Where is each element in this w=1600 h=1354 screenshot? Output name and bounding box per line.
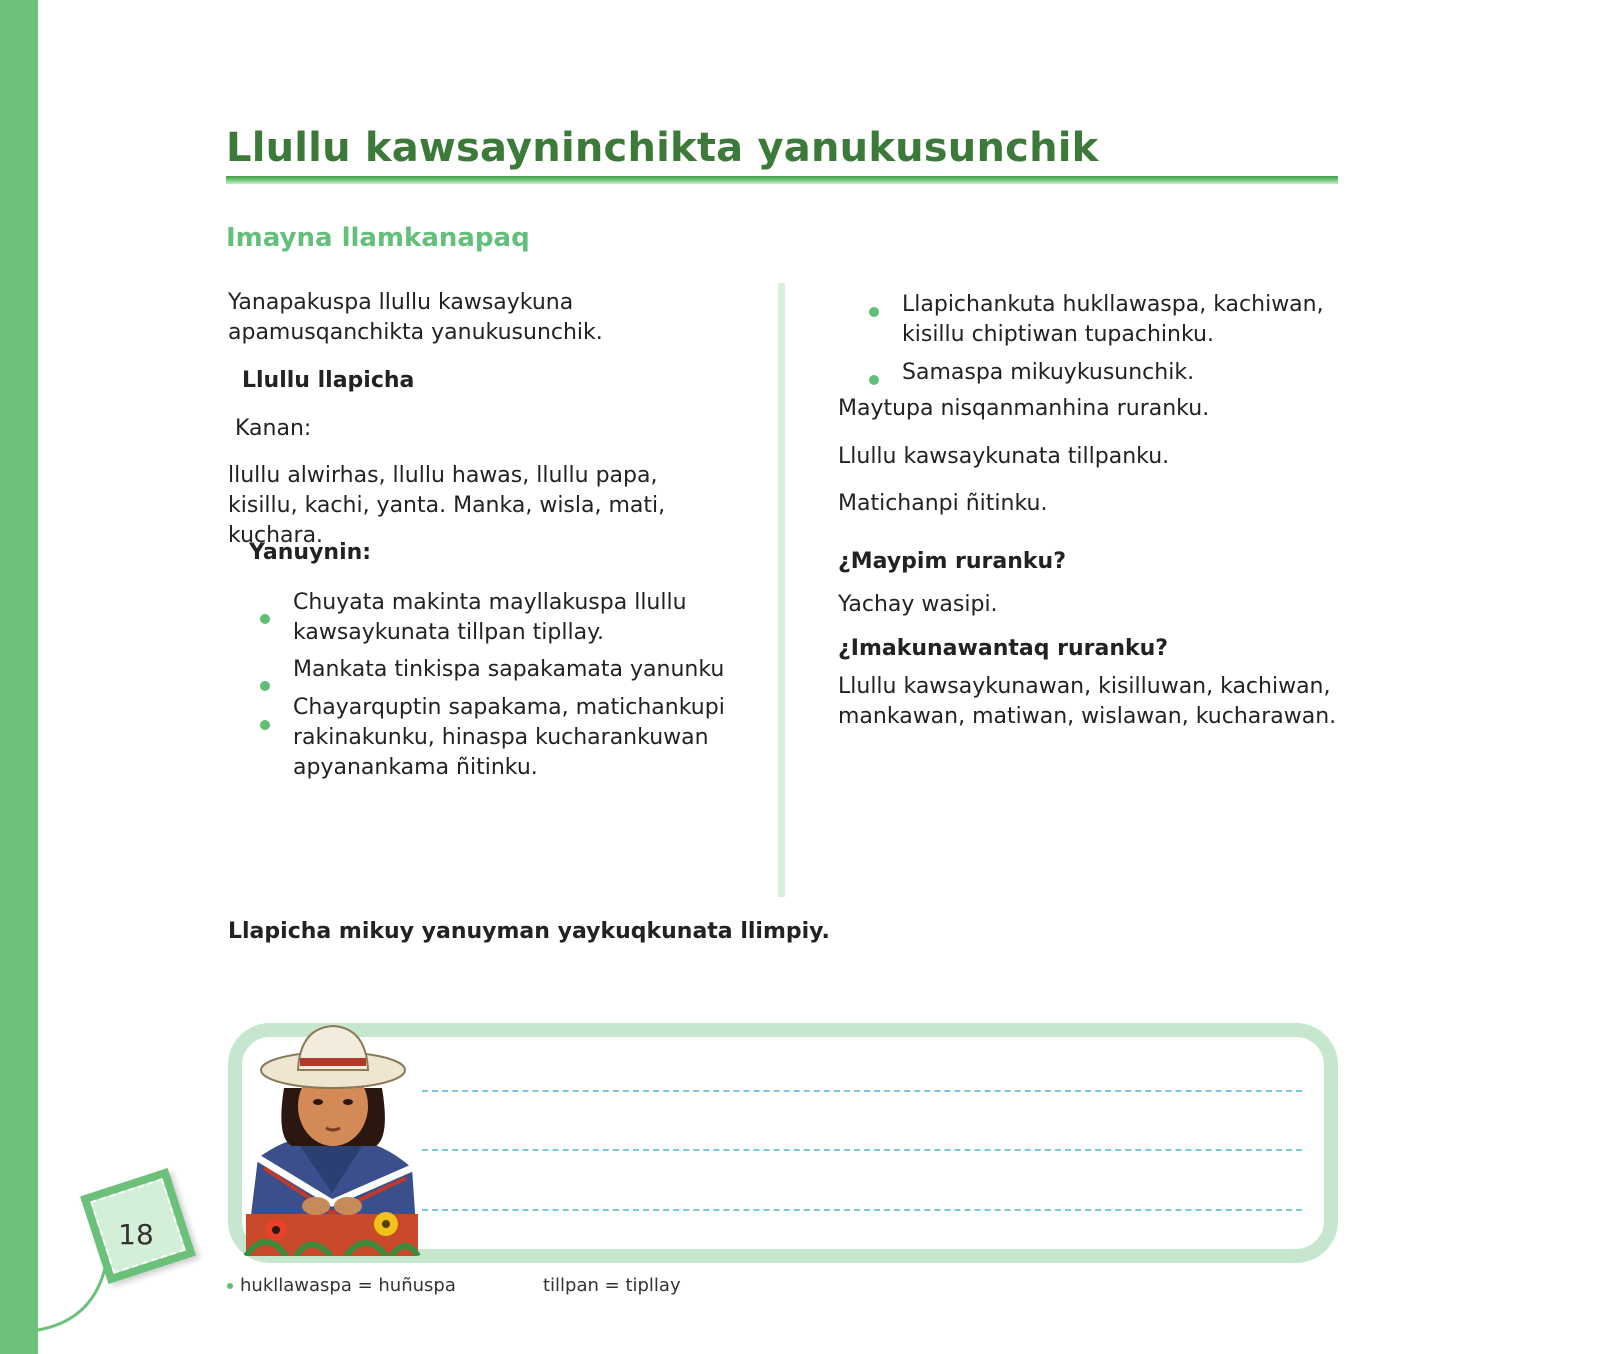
writing-line[interactable] bbox=[422, 1090, 1302, 1092]
step-item: Mankata tinkispa sapakamata yanunku bbox=[293, 657, 725, 682]
page-number: 18 bbox=[118, 1218, 154, 1251]
bullet-icon bbox=[260, 720, 270, 730]
kanan-label: Kanan: bbox=[235, 416, 312, 441]
bullet-icon bbox=[260, 681, 270, 691]
section-subtitle: Imayna llamkanapaq bbox=[226, 223, 530, 253]
step-item: Samaspa mikuykusunchik. bbox=[902, 360, 1195, 385]
right-line: Maytupa nisqanmanhina ruranku. bbox=[838, 396, 1210, 421]
writing-line[interactable] bbox=[422, 1209, 1302, 1211]
bullet-icon bbox=[869, 307, 879, 317]
step-item: Chayarquptin sapakama, matichankupi rakinakunku, hinaspa kucharankuwan apyanankama ñitinku. bbox=[293, 695, 725, 780]
question-where: ¿Maypim ruranku? bbox=[838, 549, 1066, 574]
yanuynin-label: Yanuynin: bbox=[249, 540, 372, 565]
bullet-icon bbox=[869, 375, 879, 385]
column-divider bbox=[778, 283, 785, 897]
right-line: Matichanpi ñitinku. bbox=[838, 491, 1048, 516]
right-line: Llullu kawsaykunata tillpanku. bbox=[838, 444, 1170, 469]
writing-line[interactable] bbox=[422, 1149, 1302, 1151]
step-item: Llapichankuta hukllawaspa, kachiwan, kisillu chiptiwan tupachinku. bbox=[902, 292, 1324, 347]
exercise-instruction: Llapicha mikuy yanuyman yaykuqkunata llimpiy. bbox=[228, 919, 830, 944]
recipe-heading: Llullu llapicha bbox=[242, 368, 415, 393]
bullet-icon bbox=[260, 614, 270, 624]
question-what: ¿Imakunawantaq ruranku? bbox=[838, 636, 1169, 661]
girl-illustration bbox=[236, 1018, 426, 1256]
page-title: Llullu kawsayninchikta yanukusunchik bbox=[226, 125, 1099, 171]
ingredients-paragraph: llullu alwirhas, llullu hawas, llullu papa, kisillu, kachi, yanta. Manka, wisla, mati, kuchara. bbox=[228, 463, 666, 548]
left-margin-band bbox=[0, 0, 38, 1354]
glossary-entry: tillpan = tipllay bbox=[543, 1275, 681, 1296]
intro-paragraph: Yanapakuspa llullu kawsaykuna apamusqanchikta yanukusunchik. bbox=[228, 290, 603, 345]
bullet-icon bbox=[227, 1283, 233, 1289]
title-underline bbox=[226, 176, 1338, 184]
answer-what: Llullu kawsaykunawan, kisilluwan, kachiwan, mankawan, matiwan, wislawan, kucharawan. bbox=[838, 674, 1337, 729]
answer-where: Yachay wasipi. bbox=[838, 592, 998, 617]
step-item: Chuyata makinta mayllakuspa llullu kawsaykunata tillpan tipllay. bbox=[293, 590, 687, 645]
glossary-entry: hukllawaspa = huñuspa bbox=[240, 1275, 456, 1296]
